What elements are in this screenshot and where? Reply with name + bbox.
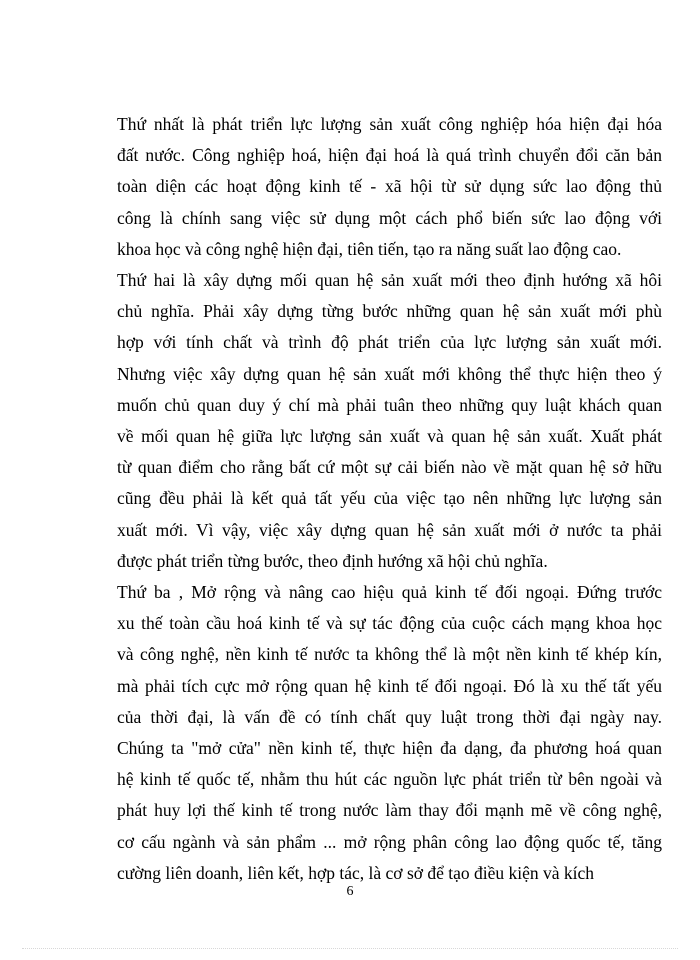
text-line: Thứ ba , Mở rộng và nâng cao hiệu quả kinh tế đối ngoại. Đứng trước (117, 582, 662, 602)
text-line: hệ kinh tế quốc tế, nhằm thu hút các nguồn lực phát triển từ bên ngoài và (117, 769, 662, 790)
text-line: Thứ nhất là phát triển lực lượng sản xuất công nghiệp hóa hiện đại hóa (117, 114, 662, 134)
text-line: phát huy lợi thế kinh tế trong nước làm thay đổi mạnh mẽ về công nghệ, (117, 800, 662, 821)
text-line: cường liên doanh, liên kết, hợp tác, là cơ sở để tạo điều kiện và kích (117, 862, 595, 883)
text-line: Chúng ta "mở cửa" nền kinh tế, thực hiện đa dạng, đa phương hoá quan (117, 738, 662, 758)
text-line: đất nước. Công nghiệp hoá, hiện đại hoá là quá trình chuyển đổi căn bản (117, 145, 662, 166)
text-line: công là chính sang việc sử dụng một cách phổ biến sức lao động với (117, 207, 662, 228)
text-line: xuất mới. Vì vậy, việc xây dựng quan hệ sản xuất mới ở nước ta phải (117, 519, 662, 540)
text-line: cơ cấu ngành và sản phẩm ... mở rộng phân công lao động quốc tế, tăng (117, 831, 662, 852)
text-line: Thứ hai là xây dựng mối quan hệ sản xuất mới theo định hướng xã hôi (117, 270, 662, 290)
text-line: từ quan điểm cho rằng bất cứ một sự cải biến nào về mặt quan hệ sở hữu (117, 457, 662, 478)
page-bottom-rule (22, 948, 678, 949)
text-line: mà phải tích cực mở rộng quan hệ kinh tế đối ngoại. Đó là xu thế tất yếu (117, 675, 662, 696)
text-line: khoa học và công nghệ hiện đại, tiên tiến, tạo ra năng suất lao động cao. (117, 238, 622, 259)
text-line: được phát triển từng bước, theo định hướng xã hội chủ nghĩa. (117, 550, 548, 571)
text-line: và công nghệ, nền kinh tế nước ta không thể là một nền kinh tế khép kín, (117, 644, 662, 665)
text-line: Nhưng việc xây dựng quan hệ sản xuất mới không thể thực hiện theo ý (117, 363, 662, 384)
text-line: của thời đại, là vấn đề có tính chất quy luật trong thời đại ngày nay. (117, 706, 662, 727)
text-line: hợp với tính chất và trình độ phát triển của lực lượng sản xuất mới. (117, 332, 662, 353)
text-line: chủ nghĩa. Phải xây dựng từng bước những quan hệ sản xuất mới phù (117, 301, 662, 322)
text-line: toàn diện các hoạt động kinh tế - xã hội từ sử dụng sức lao động thủ (117, 176, 662, 197)
text-line: về mối quan hệ giữa lực lượng sản xuất và quan hệ sản xuất. Xuất phát (117, 426, 662, 446)
text-line: cũng đều phải là kết quả tất yếu của việc tạo nên những lực lượng sản (117, 488, 662, 509)
text-line: muốn chủ quan duy ý chí mà phải tuân theo những quy luật khách quan (117, 394, 662, 415)
page-number: 6 (346, 884, 354, 899)
text-line: xu thế toàn cầu hoá kinh tế và sự tác động của cuộc cách mạng khoa học (117, 613, 662, 634)
